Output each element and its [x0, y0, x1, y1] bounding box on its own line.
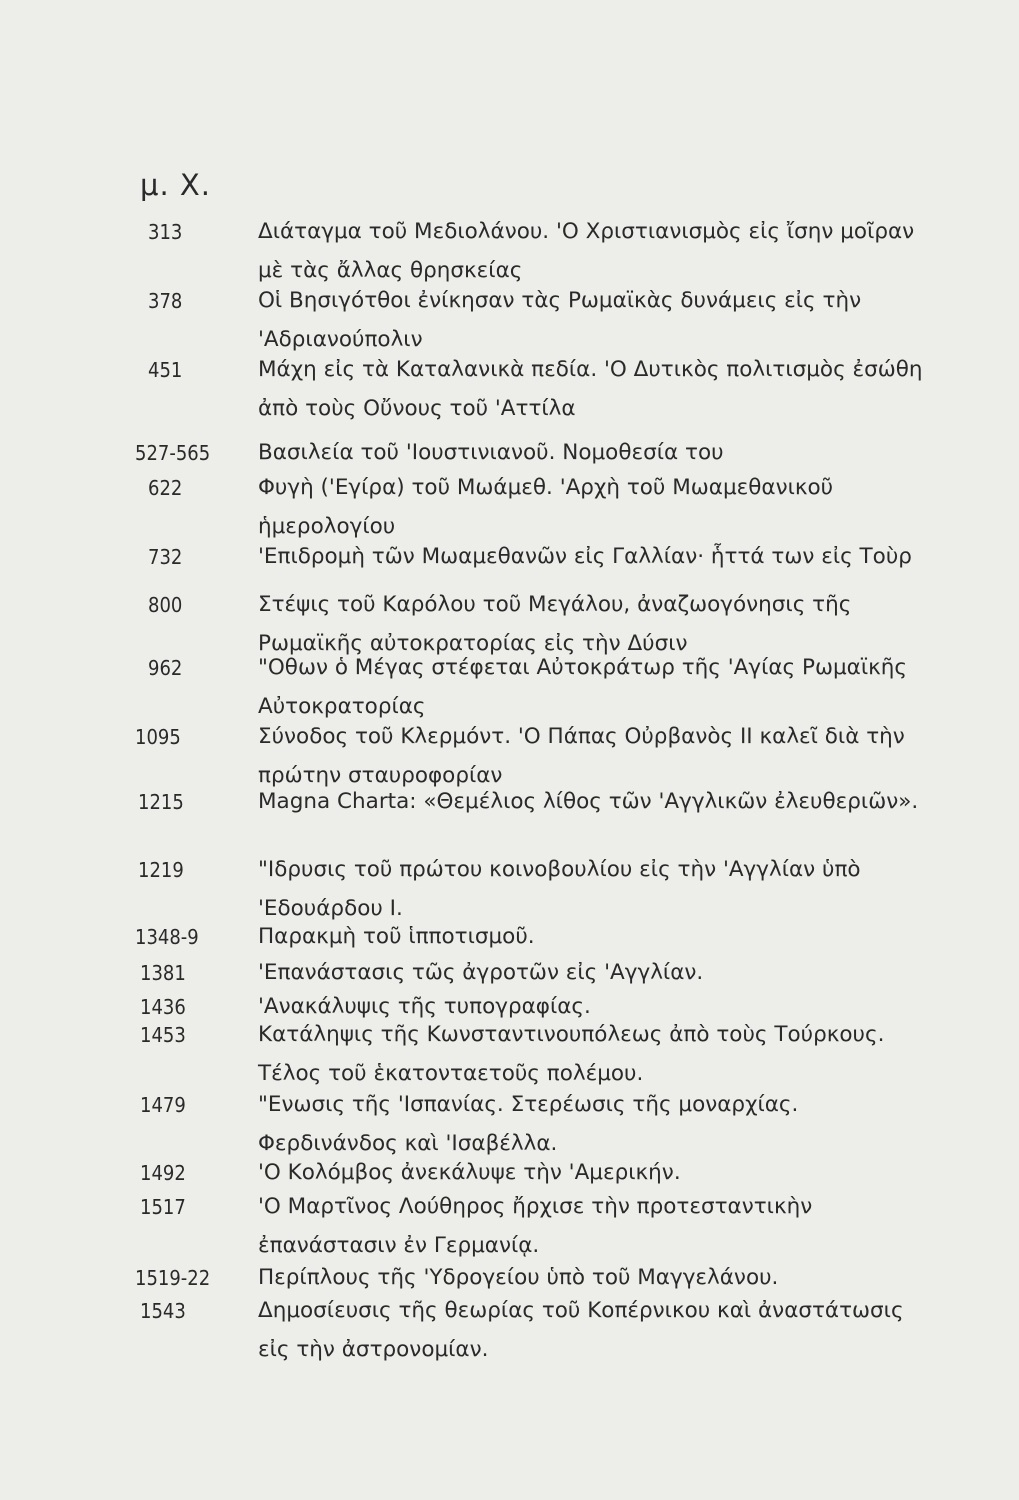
- entry-text: 'Επανάστασις τῶς ἀγροτῶν εἰς 'Αγγλίαν.: [258, 960, 704, 985]
- entry-text: 'Ο Κολόμβος ἀνεκάλυψε τὴν 'Αμερικήν.: [258, 1160, 681, 1185]
- entry-year: 1381: [140, 961, 186, 985]
- entry-text: Κατάληψις τῆς Κωνσταντινουπόλεως ἀπὸ τοὺς Τούρκους. Τέλος τοῦ ἑκατονταετοῦς πολέμου.: [258, 1022, 885, 1086]
- entry-text: Οἱ Βησιγότθοι ἐνίκησαν τὰς Ρωμαϊκὰς δυνάμεις εἰς τὴν 'Αδριανούπολιν: [258, 288, 862, 352]
- entry-year: 1095: [135, 725, 181, 749]
- entry-year: 378: [148, 289, 183, 313]
- entry-year: 800: [148, 593, 183, 617]
- entry-text: 'Επιδρομὴ τῶν Μωαμεθανῶν εἰς Γαλλίαν· ἧττά των εἰς Τοὺρ: [258, 544, 912, 569]
- entry-text: Δημοσίευσις τῆς θεωρίας τοῦ Κοπέρνικου καὶ ἀναστάτωσις εἰς τὴν ἀστρονομίαν.: [258, 1298, 904, 1362]
- entry-year: 622: [148, 476, 183, 500]
- entry-text: Μάχη εἰς τὰ Καταλανικὰ πεδία. 'Ο Δυτικὸς πολιτισμὸς ἐσώθη ἀπὸ τοὺς Οὔνους τοῦ 'Αττίλα: [258, 357, 923, 421]
- entry-text: 'Ανακάλυψις τῆς τυπογραφίας.: [258, 994, 591, 1019]
- entry-year: 962: [148, 656, 183, 680]
- entry-year: 527-565: [135, 441, 211, 465]
- entry-text: Σύνοδος τοῦ Κλερμόντ. 'Ο Πάπας Οὐρβανὸς ΙΙ καλεῖ διὰ τὴν πρώτην σταυροφορίαν: [258, 724, 905, 788]
- entry-text: Στέψις τοῦ Καρόλου τοῦ Μεγάλου, ἀναζωογόνησις τῆς Ρωμαϊκῆς αὐτοκρατορίας εἰς τὴν Δύσιν: [258, 592, 852, 656]
- entry-text: Διάταγμα τοῦ Μεδιολάνου. 'Ο Χριστιανισμὸς εἰς ἴσην μοῖραν μὲ τὰς ἄλλας θρησκείας: [258, 219, 915, 283]
- entry-year: 1492: [140, 1161, 186, 1185]
- entry-text: Περίπλους τῆς 'Υδρογείου ὑπὸ τοῦ Μαγγελάνου.: [258, 1265, 779, 1290]
- entry-year: 1519-22: [135, 1266, 211, 1290]
- entry-text: Magna Charta: «Θεμέλιος λίθος τῶν 'Αγγλικῶν ἐλευθεριῶν».: [258, 789, 919, 814]
- entry-year: 313: [148, 220, 183, 244]
- entry-year: 732: [148, 545, 183, 569]
- page-heading: μ. Χ.: [140, 168, 211, 202]
- entry-year: 451: [148, 358, 183, 382]
- entry-text: "Ενωσις τῆς 'Ισπανίας. Στερέωσις τῆς μοναρχίας. Φερδινάνδος καὶ 'Ισαβέλλα.: [258, 1092, 799, 1156]
- entry-year: 1543: [140, 1299, 186, 1323]
- entry-text: 'Ο Μαρτῖνος Λούθηρος ἤρχισε τὴν προτεσταντικὴν ἐπανάστασιν ἐν Γερμανίᾳ.: [258, 1194, 813, 1258]
- entry-year: 1479: [140, 1093, 186, 1117]
- entry-year: 1517: [140, 1195, 186, 1219]
- entry-year: 1348-9: [135, 925, 199, 949]
- entry-year: 1436: [140, 995, 186, 1019]
- entry-year: 1453: [140, 1023, 186, 1047]
- entry-text: "Ιδρυσις τοῦ πρώτου κοινοβουλίου εἰς τὴν 'Αγγλίαν ὑπὸ 'Εδουάρδου Ι.: [258, 857, 861, 921]
- entry-text: Φυγὴ ('Εγίρα) τοῦ Μωάμεθ. 'Αρχὴ τοῦ Μωαμεθανικοῦ ἡμερολογίου: [258, 475, 834, 539]
- entry-year: 1219: [138, 858, 184, 882]
- entry-year: 1215: [138, 790, 184, 814]
- entry-text: Βασιλεία τοῦ 'Ιουστινιανοῦ. Νομοθεσία του: [258, 440, 724, 465]
- entry-text: Παρακμὴ τοῦ ἱπποτισμοῦ.: [258, 924, 535, 949]
- entry-text: "Οθων ὁ Μέγας στέφεται Αὐτοκράτωρ τῆς 'Αγίας Ρωμαϊκῆς Αὐτοκρατορίας: [258, 655, 907, 719]
